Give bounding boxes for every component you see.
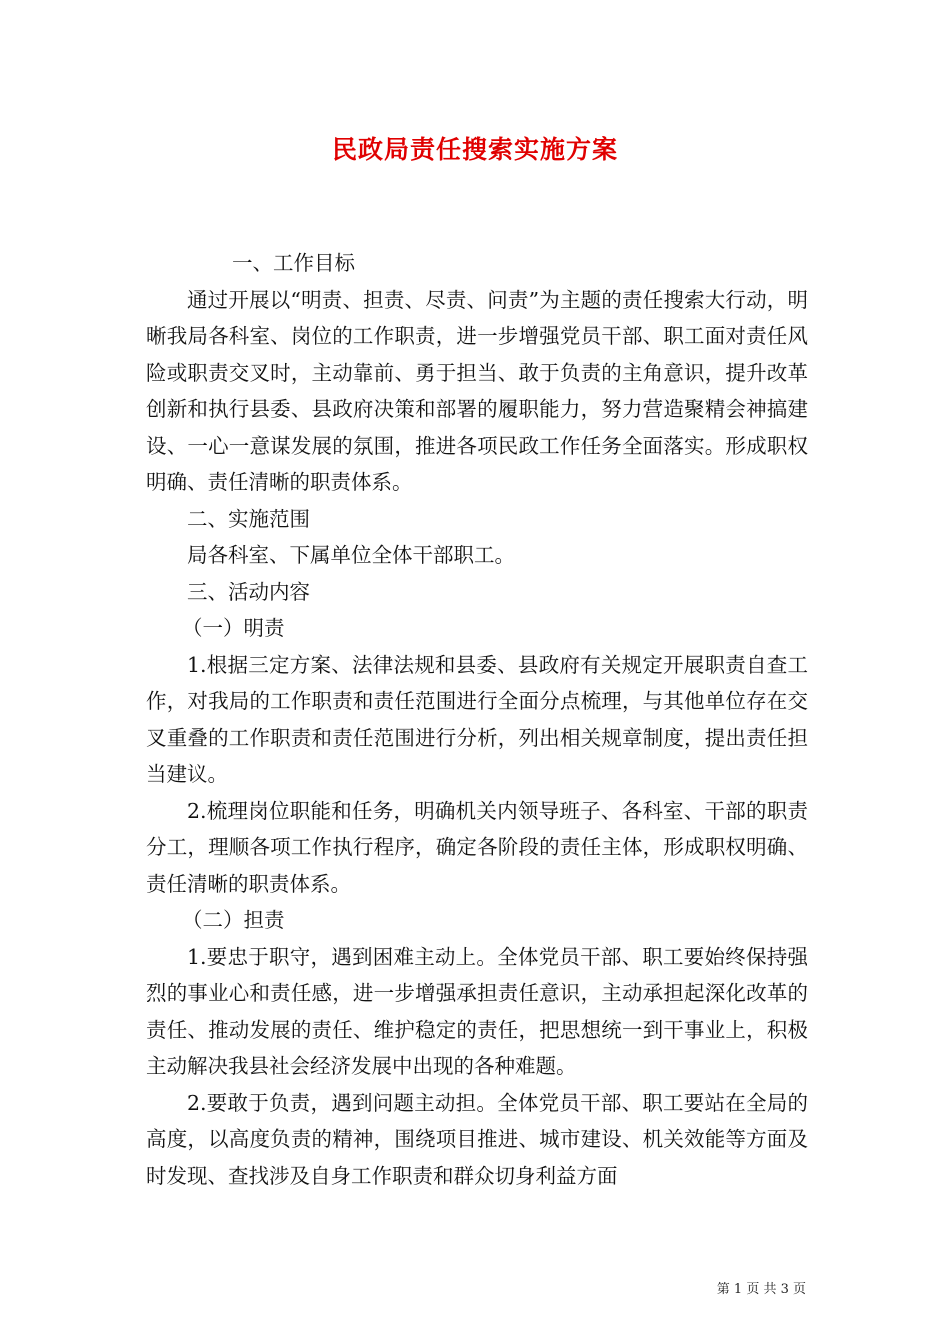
section-heading-activities: 三、活动内容 <box>187 579 310 604</box>
section-heading-scope: 二、实施范围 <box>187 506 310 531</box>
paragraph-assume-1: 1.要忠于职守，遇到困难主动上。全体党员干部、职工要始终保持强烈的事业心和责任感，进一步增强承担责任意识，主动承担起深化改革的责任、推动发展的责任、维护稳定的责任，把思想统一到干事业上，积极主动解决我县社会经济发展中出现的各种难题。 <box>146 944 808 1078</box>
document-title: 民政局责任搜索实施方案 <box>331 135 618 164</box>
paragraph-scope: 局各科室、下属单位全体干部职工。 <box>187 543 515 567</box>
document-body <box>146 245 808 1194</box>
subsection-heading-assume: （二）担责 <box>182 908 285 932</box>
section-heading-goals: 一、工作目标 <box>232 251 355 275</box>
paragraph-clarify-2: 2.梳理岗位职能和任务，明确机关内领导班子、各科室、干部的职责分工，理顺各项工作执行程序，确定各阶段的责任主体，形成职权明确、责任清晰的职责体系。 <box>146 798 808 896</box>
paragraph-assume-2: 2.要敢于负责，遇到问题主动担。全体党员干部、职工要站在全局的高度，以高度负责的精神，围绕项目推进、城市建设、机关效能等方面及时发现、查找涉及自身工作职责和群众切身利益方面 <box>146 1090 808 1188</box>
page-number: 第 1 页 共 3 页 <box>716 1282 806 1297</box>
paragraph-goals: 通过开展以“明责、担责、尽责、问责”为主题的责任搜索大行动，明晰我局各科室、岗位的工作职责，进一步增强党员干部、职工面对责任风险或职责交叉时，主动靠前、勇于担当、敢于负责的主角意识，提升改革创新和执行县委、县政府决策和部署的履职能力，努力营造聚精会神搞建设、一心一意谋发展的氛围，推进各项民政工作任务全面落实。形成职权明确、责任清晰的职责体系。 <box>146 287 808 494</box>
subsection-heading-clarify: （一）明责 <box>182 616 285 640</box>
paragraph-clarify-1: 1.根据三定方案、法律法规和县委、县政府有关规定开展职责自查工作，对我局的工作职责和责任范围进行全面分点梳理，与其他单位存在交叉重叠的工作职责和责任范围进行分析，列出相关规章制度，提出责任担当建议。 <box>146 652 808 786</box>
